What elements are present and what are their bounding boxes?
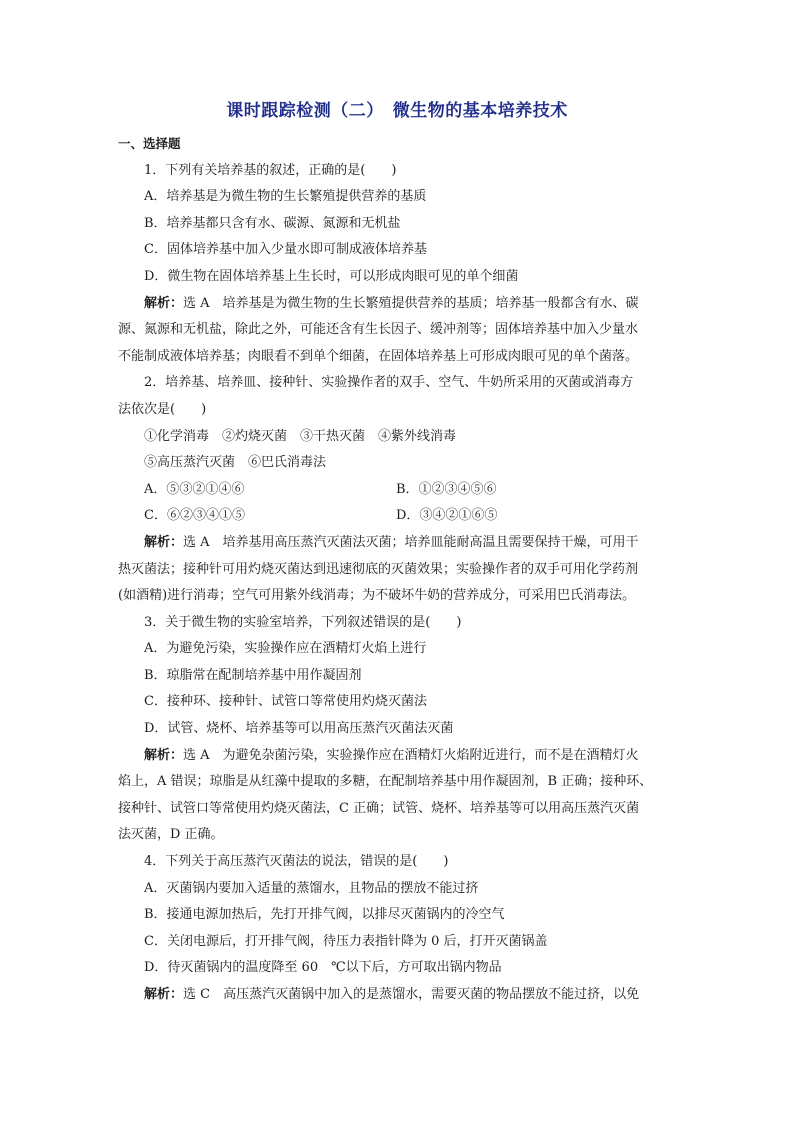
analysis-label: 解析： xyxy=(144,295,184,311)
option-a: A．⑤③②①④⑥ xyxy=(144,481,245,497)
options-row xyxy=(118,477,681,504)
question-1 xyxy=(118,158,681,371)
option-b: B．接通电源加热后，先打开排气阀，以排尽灭菌锅内的冷空气 xyxy=(144,907,505,923)
option-d: D．微生物在固体培养基上生长时，可以形成肉眼可见的单个细菌 xyxy=(144,268,519,284)
question-3 xyxy=(118,610,681,849)
option-c: C．接种环、接种针、试管口等常使用灼烧灭菌法 xyxy=(144,694,427,710)
option-d: D．试管、烧杯、培养基等可以用高压蒸汽灭菌法灭菌 xyxy=(144,721,454,737)
option-b: B．培养基都只含有水、碳源、氮源和无机盐 xyxy=(144,215,401,231)
analysis-label: 解析： xyxy=(144,987,184,1002)
question-stem: 2．培养基、培养皿、接种针、实验操作者的双手、空气、牛奶所采用的灭菌或消毒方 xyxy=(144,375,634,391)
question-stem: 1．下列有关培养基的叙述，正确的是( ) xyxy=(144,162,397,178)
option-c: C．固体培养基中加入少量水即可制成液体培养基 xyxy=(144,242,427,258)
analysis-line: 法灭菌，D 正确。 xyxy=(118,827,224,843)
options-row xyxy=(118,503,681,530)
analysis-label: 解析： xyxy=(144,747,184,763)
analysis-line: (如酒精)进行消毒；空气可用紫外线消毒；为不破坏牛奶的营养成分，可采用巴氏消毒法。 xyxy=(118,588,636,604)
analysis-line: 接种针、试管口等常使用灼烧灭菌法，C 正确；试管、烧杯、培养基等可以用高压蒸汽灭菌 xyxy=(118,800,640,816)
option-c: C．关闭电源后，打开排气阀，待压力表指针降为 0 后，打开灭菌锅盖 xyxy=(144,933,548,949)
analysis-line: 解析：选 A 培养基用高压蒸汽灭菌法灭菌；培养皿能耐高温且需要保持干燥，可用干 xyxy=(144,534,639,550)
question-stem: 3．关于微生物的实验室培养，下列叙述错误的是( ) xyxy=(144,614,462,630)
option-c: C．⑥②③④①⑤ xyxy=(144,508,245,524)
analysis-line: 解析：选 A 为避免杂菌污染，实验操作应在酒精灯火焰附近进行，而不是在酒精灯火 xyxy=(144,747,639,763)
section-heading: 一、选择题 xyxy=(118,136,181,151)
analysis-line: 源、氮源和无机盐，除此之外，可能还含有生长因子、缓冲剂等；固体培养基中加入少量水 xyxy=(118,322,639,338)
method-list: ⑤高压蒸汽灭菌 ⑥巴氏消毒法 xyxy=(144,455,327,471)
analysis-line: 不能制成液体培养基；肉眼看不到单个细菌，在固体培养基上可形成肉眼可见的单个菌落。 xyxy=(118,348,639,364)
question-2 xyxy=(118,370,681,609)
question-stem-cont: 法依次是( ) xyxy=(118,401,207,417)
analysis-line: 解析：选 A 培养基是为微生物的生长繁殖提供营养的基质；培养基一般都含有水、碳 xyxy=(144,295,639,311)
option-d: D．③④②①⑥⑤ xyxy=(396,508,498,524)
analysis-line: 热灭菌法；接种针可用灼烧灭菌达到迅速彻底的灭菌效果；实验操作者的双手可用化学药剂 xyxy=(118,561,639,577)
option-b: B．①②③④⑤⑥ xyxy=(396,481,497,497)
option-a: A．灭菌锅内要加入适量的蒸馏水，且物品的摆放不能过挤 xyxy=(144,880,479,896)
option-b: B．琼脂常在配制培养基中用作凝固剂 xyxy=(144,667,362,683)
question-stem: 4．下列关于高压蒸汽灭菌法的说法，错误的是( ) xyxy=(144,854,449,870)
method-list: ①化学消毒 ②灼烧灭菌 ③干热灭菌 ④紫外线消毒 xyxy=(144,428,457,444)
option-d: D．待灭菌锅内的温度降至 60 ℃以下后，方可取出锅内物品 xyxy=(144,960,502,976)
document-body xyxy=(118,131,681,1009)
analysis-label: 解析： xyxy=(144,534,184,550)
option-a: A．为避免污染，实验操作应在酒精灯火焰上进行 xyxy=(144,641,427,657)
analysis-line: 焰上，A 错误；琼脂是从红藻中提取的多糖，在配制培养基中用作凝固剂，B 正确；接种环、 xyxy=(118,774,653,790)
analysis-line: 解析：选 C 高压蒸汽灭菌锅中加入的是蒸馏水，需要灭菌的物品摆放不能过挤，以免 xyxy=(144,987,640,1002)
page-title: 课时跟踪检测（二） 微生物的基本培养技术 xyxy=(226,101,568,121)
option-a: A．培养基是为微生物的生长繁殖提供营养的基质 xyxy=(144,189,427,205)
question-4 xyxy=(118,849,681,1009)
